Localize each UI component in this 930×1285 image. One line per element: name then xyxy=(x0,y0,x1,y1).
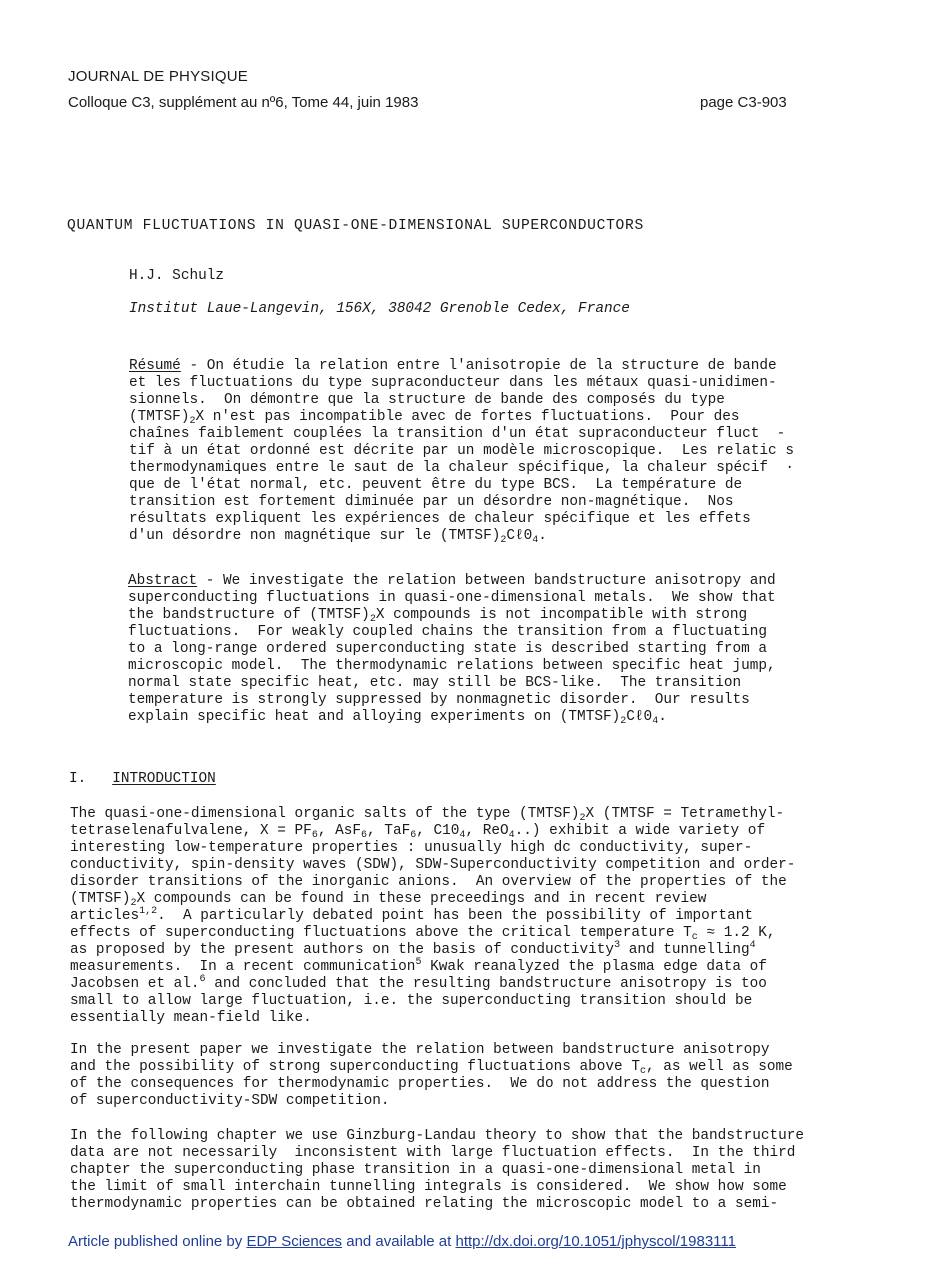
citation-ref: 4 xyxy=(749,940,756,951)
body-text: , C10 xyxy=(416,823,460,839)
intro-paragraph-3: In the following chapter we use Ginzburg-Landau theory to show that the bandstructure data are not necessarily inconsistent with large fluctuation effects. In the third chapter the superconducting phase transition in a quasi-one-dimensional metal in the limit of small interchain tunnelling integrals is considered. We show how some thermodynamic properties can be obtained relating the microscopic model to a semi- xyxy=(70,1128,805,1212)
body-text: interesting low-temperature properties : unusually high dc conductivity, super- conductivity, spin-density waves (SDW), SDW-Superconductivity competition and order- disorder transitions of the inorganic anions. An overview of the properties of the xyxy=(70,840,796,890)
resume-label: Résumé xyxy=(129,358,181,374)
abstract-text: Cℓ0 xyxy=(626,709,653,725)
subscript: 2 xyxy=(579,813,586,824)
abstract-text: the bandstructure of (TMTSF) xyxy=(128,607,370,623)
issue-info: Colloque C3, supplément au nº6, Tome 44, juin 1983 xyxy=(68,94,419,111)
body-text: ≈ 1.2 K, xyxy=(697,925,776,941)
paper-title: QUANTUM FLUCTUATIONS IN QUASI-ONE-DIMENSIONAL SUPERCONDUCTORS xyxy=(67,218,644,234)
footer-text: and available at xyxy=(342,1233,456,1250)
subscript: 4 xyxy=(459,830,466,841)
subscript: 4 xyxy=(652,716,659,727)
resume-text: (TMTSF) xyxy=(129,409,190,425)
body-text: measurements. In a recent communication xyxy=(70,959,416,975)
section-title: INTRODUCTION xyxy=(112,771,216,787)
resume-text: et les fluctuations du type supraconducteur dans les métaux quasi-unidimen- sionnels. On démontre que la structure de bande des composés du type xyxy=(129,375,777,408)
doi-link[interactable]: http://dx.doi.org/10.1051/jphyscol/1983111 xyxy=(455,1233,736,1250)
body-text: X compounds can be found in these preceedings and in recent review xyxy=(136,891,707,907)
body-text: . A particularly debated point has been the possibility of important xyxy=(157,908,753,924)
resume-paragraph xyxy=(129,358,809,545)
abstract-text: . xyxy=(658,709,667,725)
body-text: and the possibility of strong superconducting fluctuations above T xyxy=(70,1059,640,1075)
resume-text: d'un désordre non magnétique sur le (TMTSF) xyxy=(129,528,501,544)
subscript: c xyxy=(639,1066,646,1077)
subscript: 2 xyxy=(130,898,137,909)
body-text: and concluded that the resulting bandstructure anisotropy is too xyxy=(205,976,767,992)
body-text: , as well as some xyxy=(645,1059,793,1075)
citation-ref: 5 xyxy=(415,957,422,968)
subscript: 6 xyxy=(361,830,368,841)
footer-text: Article published online by xyxy=(68,1233,247,1250)
page-number: page C3-903 xyxy=(700,94,787,111)
resume-text: . xyxy=(538,528,547,544)
abstract-text: - We investigate the relation between bandstructure anisotropy and xyxy=(197,573,776,589)
subscript: 2 xyxy=(620,716,627,727)
citation-ref: 3 xyxy=(614,940,621,951)
abstract-text: superconducting fluctuations in quasi-one-dimensional metals. We show that xyxy=(128,590,776,606)
intro-paragraph-2 xyxy=(70,1042,793,1110)
publisher-link[interactable]: EDP Sciences xyxy=(246,1233,343,1250)
body-text: The quasi-one-dimensional organic salts of the type (TMTSF) xyxy=(70,806,580,822)
author-name: H.J. Schulz xyxy=(129,268,224,284)
subscript: 2 xyxy=(500,535,507,546)
body-text: ..) exhibit a wide variety of xyxy=(514,823,766,839)
journal-name: JOURNAL DE PHYSIQUE xyxy=(68,68,248,85)
body-text: articles xyxy=(70,908,140,924)
body-text: tetraselenafulvalene, X = PF xyxy=(70,823,312,839)
section-heading xyxy=(69,771,216,787)
subscript: 4 xyxy=(508,830,515,841)
abstract-label: Abstract xyxy=(128,573,198,589)
intro-paragraph-1 xyxy=(70,806,795,1027)
subscript: 6 xyxy=(311,830,318,841)
abstract-text: X compounds is not incompatible with strong xyxy=(375,607,748,623)
abstract-text: fluctuations. For weakly coupled chains the transition from a fluctuating to a long-range ordered superconducting state is described starting from a microscopic model. The thermodynamic relations between specific heat jump, normal state specific heat, etc. may still be BCS-like. The transition temperature is strongly suppressed by nonmagnetic disorder. Our results xyxy=(128,624,776,708)
subscript: 4 xyxy=(532,535,539,546)
citation-ref: 6 xyxy=(199,974,206,985)
footer-notice xyxy=(68,1233,736,1250)
body-text: effects of superconducting fluctuations above the critical temperature T xyxy=(70,925,692,941)
abstract-paragraph xyxy=(128,573,808,726)
body-text: small to allow large fluctuation, i.e. the superconducting transition should be essentially mean-field like. xyxy=(70,993,753,1026)
body-text: and tunnelling xyxy=(620,942,750,958)
body-text: Jacobsen et al. xyxy=(70,976,200,992)
body-text: as proposed by the present authors on the basis of conductivity xyxy=(70,942,615,958)
body-text: , AsF xyxy=(317,823,362,839)
body-text: , ReO xyxy=(465,823,509,839)
resume-text: X n'est pas incompatible avec de fortes fluctuations. Pour des xyxy=(195,409,740,425)
body-text: of the consequences for thermodynamic properties. We do not address the question of superconductivity-SDW competition. xyxy=(70,1076,770,1109)
subscript: 2 xyxy=(189,416,196,427)
resume-text: chaînes faiblement couplées la transition d'un état supraconducteur fluct - tif à un état ordonné est décrite par un modèle microscopique. Les relatic s thermodynamiques entre le saut de la chaleur spécifique, la chaleur spécif · que de l'état normal, etc. peuvent être du type BCS. La température de transition est fortement diminuée par un désordre non-magnétique. Nos résultats expliquent les expériences de chaleur spécifique et les effets xyxy=(129,426,794,527)
body-text: (TMTSF) xyxy=(70,891,131,907)
resume-text: - On étudie la relation entre l'anisotropie de la structure de bande xyxy=(180,358,777,374)
subscript: 6 xyxy=(410,830,417,841)
resume-text: Cℓ0 xyxy=(506,528,533,544)
citation-ref: 1,2 xyxy=(139,906,158,917)
body-text: Kwak reanalyzed the plasma edge data of xyxy=(421,959,767,975)
body-text: In the present paper we investigate the relation between bandstructure anisotropy xyxy=(70,1042,770,1058)
body-text: , TaF xyxy=(367,823,411,839)
author-affiliation: Institut Laue-Langevin, 156X, 38042 Grenoble Cedex, France xyxy=(129,301,630,317)
subscript: 2 xyxy=(369,614,376,625)
section-number: I. xyxy=(69,771,113,787)
abstract-text: explain specific heat and alloying experiments on (TMTSF) xyxy=(128,709,621,725)
subscript: c xyxy=(691,932,698,943)
body-text: X (TMTSF = Tetramethyl- xyxy=(585,806,785,822)
